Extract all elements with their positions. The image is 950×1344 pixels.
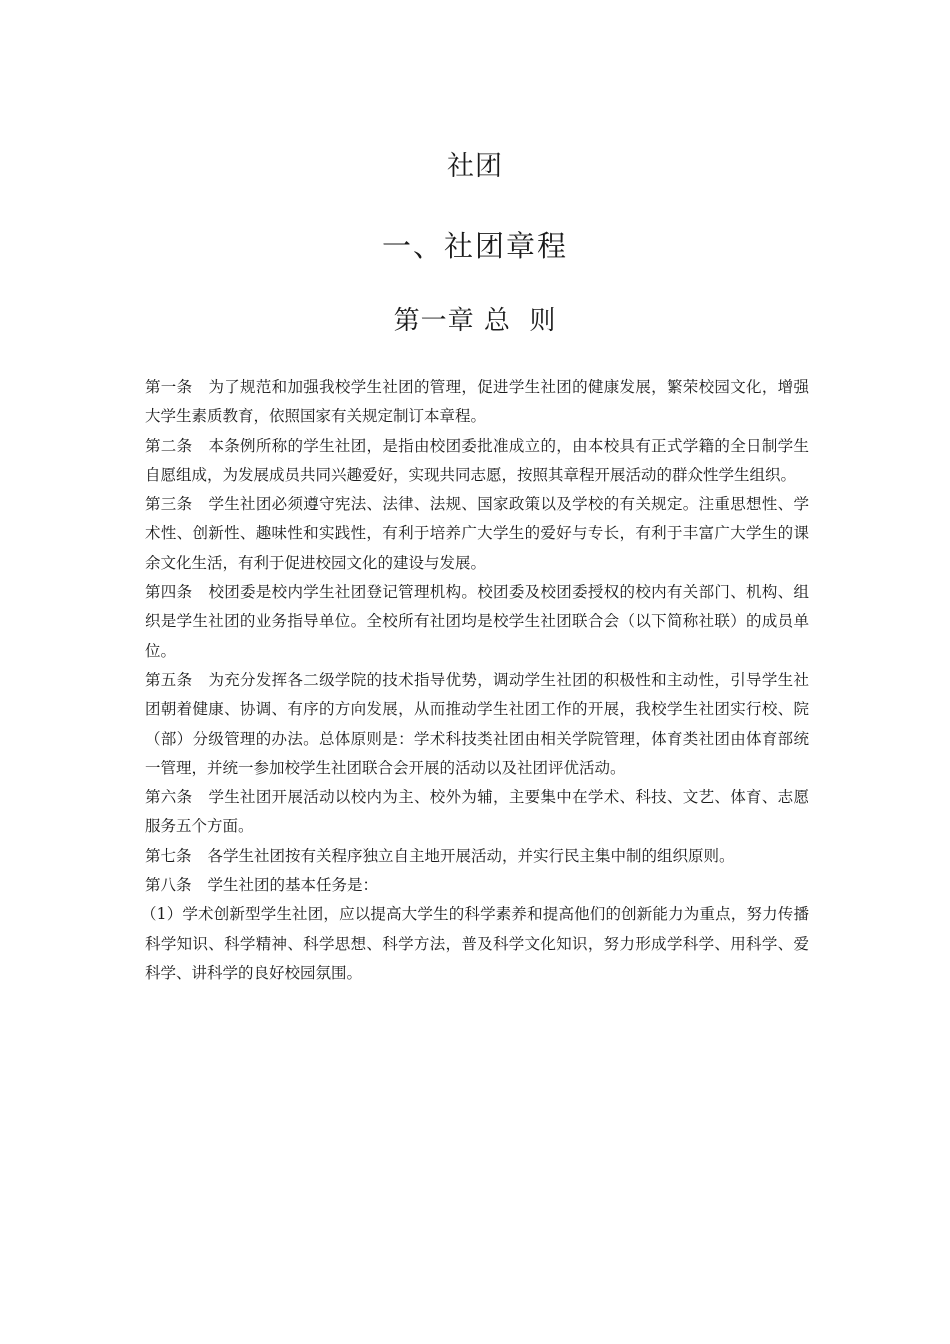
- list-item: [141, 900, 809, 988]
- article-text: 学生社团必须遵守宪法、法律、法规、国家政策以及学校的有关规定。注重思想性、学术性、创新性、趣味性和实践性，有利于培养广大学生的爱好与专长，有利于丰富广大学生的课余文化生活，有利于促进校园文化的建设与发展。: [145, 495, 809, 572]
- article-5: [145, 666, 809, 783]
- document-title: 社团: [447, 151, 503, 182]
- article-label: 第五条: [145, 670, 193, 689]
- article-3: [145, 490, 809, 578]
- article-label: 第七条: [145, 846, 192, 865]
- chapter-title: 第一章 总 则: [393, 306, 557, 336]
- article-text: 学生社团开展活动以校内为主、校外为辅，主要集中在学术、科技、文艺、体育、志愿服务五个方面。: [145, 788, 809, 836]
- article-label: 第一条: [145, 378, 193, 396]
- list-item-text: 学术创新型学生社团，应以提高大学生的科学素养和提高他们的创新能力为重点，努力传播科学知识、科学精神、科学思想、科学方法，普及科学文化知识，努力形成学科学、用科学、爱科学、讲科学的良好校园氛围。: [145, 905, 809, 982]
- article-list: [141, 373, 809, 988]
- article-8: [145, 871, 809, 900]
- article-label: 第四条: [145, 583, 193, 602]
- article-7: [145, 842, 809, 871]
- article-text: 校团委是校内学生社团登记管理机构。校团委及校团委授权的校内有关部门、机构、组织是学生社团的业务指导单位。全校所有社团均是校学生社团联合会（以下简称社联）的成员单位。: [145, 583, 809, 660]
- article-text: 各学生社团按有关程序独立自主地开展活动，并实行民主集中制的组织原则。: [207, 846, 735, 865]
- article-label: 第二条: [145, 436, 193, 455]
- article-6: [145, 783, 809, 842]
- article-2: [145, 432, 809, 491]
- article-label: 第八条: [145, 876, 192, 895]
- article-1: [145, 373, 809, 432]
- article-label: 第六条: [145, 788, 193, 807]
- article-4: [145, 578, 809, 666]
- article-text: 为了规范和加强我校学生社团的管理，促进学生社团的健康发展，繁荣校园文化，增强大学生素质教育，依照国家有关规定制订本章程。: [145, 378, 809, 426]
- article-label: 第三条: [145, 495, 193, 514]
- article-text: 学生社团的基本任务是：: [207, 876, 379, 895]
- list-item-number: （1）: [141, 905, 183, 924]
- section-title: 一、社团章程: [381, 229, 568, 263]
- article-text: 本条例所称的学生社团，是指由校团委批准成立的，由本校具有正式学籍的全日制学生自愿组成，为发展成员共同兴趣爱好，实现共同志愿，按照其章程开展活动的群众性学生组织。: [145, 436, 809, 484]
- article-text: 为充分发挥各二级学院的技术指导优势，调动学生社团的积极性和主动性，引导学生社团朝着健康、协调、有序的方向发展，从而推动学生社团工作的开展，我校学生社团实行校、院（部）分级管理的办法。总体原则是：学术科技类社团由相关学院管理，体育类社团由体育部统一管理，并统一参加校学生社团联合会开展的活动以及社团评优活动。: [145, 670, 809, 777]
